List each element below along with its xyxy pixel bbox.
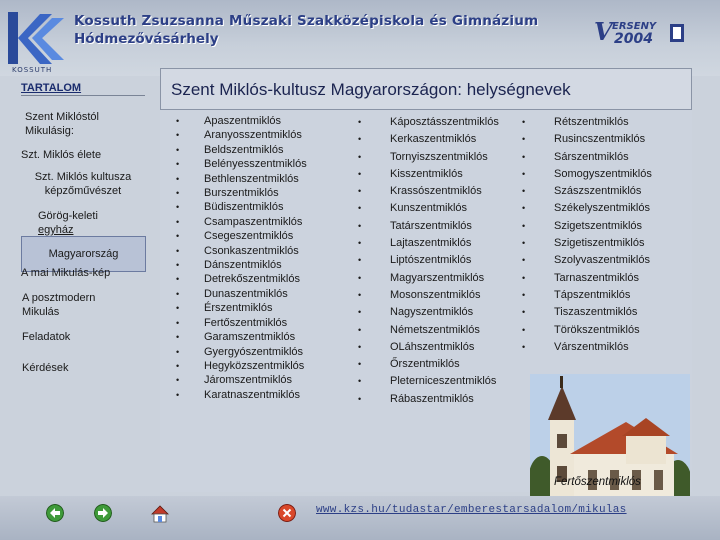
place-name: Büdiszentmiklós — [204, 201, 284, 214]
bullet-icon: • — [176, 303, 180, 314]
svg-text:ERSENY: ERSENY — [612, 21, 657, 32]
place-list-item — [176, 114, 307, 128]
place-list-item — [358, 149, 499, 166]
place-list-item — [176, 359, 307, 373]
bullet-icon: • — [176, 360, 180, 371]
sidebar-item-elete[interactable] — [21, 148, 101, 162]
place-list-item — [522, 131, 652, 148]
sidebar-item-label: Görög-keleti — [38, 210, 98, 222]
bullet-icon: • — [522, 238, 526, 249]
sidebar-item-szent-miklostol[interactable] — [25, 110, 99, 138]
toc-title[interactable]: TARTALOM — [21, 82, 145, 96]
place-list-item — [176, 301, 307, 315]
place-name: Szászszentmiklós — [554, 185, 642, 198]
place-name: Mosonszentmiklós — [390, 288, 481, 301]
logo-caption: KOSSUTH — [12, 66, 53, 74]
sidebar-item-label: Mikulás — [22, 306, 60, 318]
title-box — [160, 68, 692, 110]
place-name: Szigetiszentmiklós — [554, 237, 645, 250]
bullet-icon: • — [358, 255, 362, 266]
bullet-icon: • — [522, 134, 526, 145]
place-list-item — [522, 235, 652, 252]
place-list-item — [358, 270, 499, 287]
bullet-icon: • — [522, 220, 526, 231]
bullet-icon: • — [522, 289, 526, 300]
place-list-item — [176, 272, 307, 286]
bullet-icon: • — [358, 289, 362, 300]
place-name: Magyarszentmiklós — [390, 271, 485, 284]
bullet-icon: • — [358, 220, 362, 231]
bullet-icon: • — [358, 134, 362, 145]
place-list-item — [358, 200, 499, 217]
sidebar-item-label: Szt. Miklós kultusza — [34, 171, 132, 183]
place-list-item — [358, 131, 499, 148]
bullet-icon: • — [358, 393, 362, 404]
place-name: Várszentmiklós — [554, 340, 629, 353]
place-name: Járomszentmiklós — [204, 374, 293, 387]
place-name: Szolyvaszentmiklós — [554, 254, 650, 267]
sidebar-item-label: A mai Mikulás-kép — [21, 267, 111, 279]
place-name: Tornyiszszentmiklós — [390, 150, 488, 163]
place-name: Tatárszentmiklós — [390, 219, 472, 232]
place-list-item — [358, 287, 499, 304]
place-name: Rábaszentmiklós — [390, 392, 474, 405]
place-list-item — [176, 172, 307, 186]
sidebar-item-label: A posztmodern — [22, 292, 96, 304]
place-name: Őrszentmiklós — [390, 358, 460, 371]
place-name: Csonkaszentmiklós — [204, 244, 299, 257]
bullet-icon: • — [358, 151, 362, 162]
place-list-item — [176, 258, 307, 272]
bullet-icon: • — [522, 168, 526, 179]
svg-text:2004: 2004 — [614, 31, 653, 46]
bullet-icon: • — [358, 168, 362, 179]
verseny-badge-icon — [594, 18, 690, 46]
place-list-item — [176, 388, 307, 402]
bullet-icon: • — [176, 130, 180, 141]
forward-icon[interactable] — [94, 504, 112, 522]
sidebar-item-posztmodern[interactable] — [22, 291, 95, 319]
place-list-item — [176, 244, 307, 258]
place-name: Szigetszentmiklós — [554, 219, 643, 232]
bullet-icon: • — [176, 245, 180, 256]
place-list-item — [358, 356, 499, 373]
place-list-item — [522, 200, 652, 217]
place-name: Gyergyószentmiklós — [204, 345, 304, 358]
bullet-icon: • — [176, 231, 180, 242]
place-name: Hegyközszentmiklós — [204, 359, 305, 372]
bullet-icon: • — [176, 288, 180, 299]
home-icon[interactable] — [150, 504, 170, 524]
place-list-item — [176, 345, 307, 359]
sidebar — [13, 76, 150, 496]
bullet-icon: • — [522, 151, 526, 162]
sidebar-item-label: Kérdések — [22, 362, 69, 374]
place-name: Sárszentmiklós — [554, 150, 629, 163]
place-list-item — [358, 373, 499, 390]
svg-text:V: V — [594, 18, 613, 46]
place-name: Kisszentmiklós — [390, 167, 463, 180]
place-list-item — [176, 330, 307, 344]
sidebar-item-label: Magyarország — [48, 248, 119, 260]
place-name: Székelyszentmiklós — [554, 202, 650, 215]
place-list-item — [176, 229, 307, 243]
bullet-icon: • — [358, 341, 362, 352]
place-name: Pleterniceszentmiklós — [390, 375, 497, 388]
place-name: Tiszaszentmiklós — [554, 306, 638, 319]
place-name: Dunaszentmiklós — [204, 287, 288, 300]
place-list-item — [522, 149, 652, 166]
place-name: Fertőszentmiklós — [204, 316, 288, 329]
bullet-icon: • — [176, 260, 180, 271]
bullet-icon: • — [176, 317, 180, 328]
place-name: Nagyszentmiklós — [390, 306, 474, 319]
place-name: Krassószentmiklós — [390, 185, 482, 198]
place-name: Liptószentmiklós — [390, 254, 472, 267]
school-logo-icon — [6, 10, 70, 74]
place-list-col-1 — [176, 114, 307, 402]
bullet-icon: • — [522, 272, 526, 283]
sidebar-item-label: Feladatok — [22, 331, 71, 343]
place-list-item — [358, 391, 499, 408]
place-name: Somogyszentmiklós — [554, 167, 652, 180]
bullet-icon: • — [522, 203, 526, 214]
place-list-item — [358, 114, 499, 131]
place-list-item — [358, 218, 499, 235]
bullet-icon: • — [176, 173, 180, 184]
sidebar-item-gorog-keleti[interactable] — [38, 209, 98, 237]
sidebar-item-label: Szent Miklóstól — [25, 111, 99, 123]
place-list-item — [358, 235, 499, 252]
place-list-item — [176, 316, 307, 330]
bullet-icon: • — [176, 332, 180, 343]
bullet-icon: • — [358, 117, 362, 127]
bullet-icon: • — [358, 203, 362, 214]
place-list-item — [176, 143, 307, 157]
main-panel — [160, 68, 692, 492]
place-name: Aranyosszentmiklós — [204, 129, 302, 142]
image-caption: Fertőszentmiklós — [554, 476, 641, 488]
place-name: Törökszentmiklós — [554, 323, 640, 336]
bullet-icon: • — [176, 375, 180, 386]
sidebar-item-kerdesek[interactable] — [22, 361, 68, 375]
bullet-icon: • — [176, 216, 180, 227]
place-name: Rétszentmiklós — [554, 116, 629, 128]
place-list-col-2 — [358, 114, 499, 408]
sidebar-item-label: Szt. Miklós élete — [21, 149, 102, 161]
place-name: Tarnaszentmiklós — [554, 271, 639, 284]
place-name: Dánszentmiklós — [204, 259, 282, 272]
bullet-icon: • — [358, 307, 362, 318]
place-name: Garamszentmiklós — [204, 331, 296, 344]
footer-url-link[interactable]: www.kzs.hu/tudastar/emberestarsadalom/mikulas — [316, 504, 627, 516]
sidebar-item-label: Mikulásig: — [25, 125, 74, 137]
sidebar-item-label: egyház — [38, 224, 74, 236]
bullet-icon: • — [176, 346, 180, 357]
place-list-item — [522, 114, 652, 131]
place-name: Csegeszentmiklós — [204, 230, 294, 243]
bullet-icon: • — [522, 307, 526, 318]
bullet-icon: • — [176, 159, 180, 170]
place-list-item — [358, 166, 499, 183]
place-list-item — [522, 304, 652, 321]
place-name: Burszentmiklós — [204, 187, 279, 200]
bullet-icon: • — [358, 238, 362, 249]
close-icon[interactable] — [278, 504, 296, 522]
place-name: Belényesszentmiklós — [204, 158, 307, 171]
place-name: Kerkaszentmiklós — [390, 133, 477, 146]
school-city: Hódmezővásárhely — [74, 31, 219, 47]
place-name: OLáhszentmiklós — [390, 340, 475, 353]
bullet-icon: • — [522, 341, 526, 352]
bullet-icon: • — [176, 144, 180, 155]
place-name: Bethlenszentmiklós — [204, 172, 299, 185]
place-list-item — [358, 304, 499, 321]
place-name: Rusincszentmiklós — [554, 133, 646, 146]
place-list-item — [358, 339, 499, 356]
place-list-item — [522, 287, 652, 304]
bullet-icon: • — [176, 188, 180, 199]
bullet-icon: • — [358, 272, 362, 283]
place-list-item — [176, 287, 307, 301]
bullet-icon: • — [358, 359, 362, 370]
place-name: Beldszentmiklós — [204, 143, 284, 156]
place-name: Érszentmiklós — [204, 302, 273, 315]
bullet-icon: • — [176, 116, 180, 126]
bullet-icon: • — [522, 186, 526, 197]
place-list-item — [522, 218, 652, 235]
place-list-item — [522, 322, 652, 339]
place-name: Kunszentmiklós — [390, 202, 468, 215]
place-list-item — [522, 339, 652, 356]
place-list-item — [176, 200, 307, 214]
place-list-item — [176, 157, 307, 171]
place-name: Káposztásszentmiklós — [390, 116, 499, 128]
place-name: Lajtaszentmiklós — [390, 237, 472, 250]
bullet-icon: • — [522, 117, 526, 127]
bullet-icon: • — [358, 376, 362, 387]
place-name: Csampaszentmiklós — [204, 215, 303, 228]
back-icon[interactable] — [46, 504, 64, 522]
page-title: Szent Miklós-kultusz Magyarországon: helységnevek — [171, 80, 571, 99]
place-name: Apaszentmiklós — [204, 115, 282, 127]
place-list-item — [176, 215, 307, 229]
place-list-item — [522, 183, 652, 200]
place-name: Németszentmiklós — [390, 323, 480, 336]
place-list-item — [522, 270, 652, 287]
bullet-icon: • — [176, 274, 180, 285]
place-list-item — [358, 252, 499, 269]
place-list-item — [176, 128, 307, 142]
place-list-col-3 — [522, 114, 652, 356]
place-name: Detrekőszentmiklós — [204, 273, 300, 286]
bullet-icon: • — [176, 202, 180, 213]
sidebar-item-kultusza[interactable] — [21, 170, 145, 198]
place-list-item — [358, 322, 499, 339]
place-list-item — [358, 183, 499, 200]
place-name: Tápszentmiklós — [554, 288, 631, 301]
sidebar-item-mai-mikulas[interactable] — [21, 266, 110, 280]
bullet-icon: • — [522, 255, 526, 266]
bullet-icon: • — [522, 324, 526, 335]
bullet-icon: • — [358, 186, 362, 197]
bullet-icon: • — [176, 389, 180, 400]
place-list-item — [176, 186, 307, 200]
school-name: Kossuth Zsuzsanna Műszaki Szakközépiskola és Gimnázium — [74, 13, 539, 29]
sidebar-item-feladatok[interactable] — [22, 330, 70, 344]
place-name: Karatnaszentmiklós — [204, 388, 300, 401]
place-list-item — [176, 373, 307, 387]
bullet-icon: • — [358, 324, 362, 335]
place-list-item — [522, 252, 652, 269]
place-list-item — [522, 166, 652, 183]
sidebar-item-label: képzőművészet — [44, 185, 122, 197]
